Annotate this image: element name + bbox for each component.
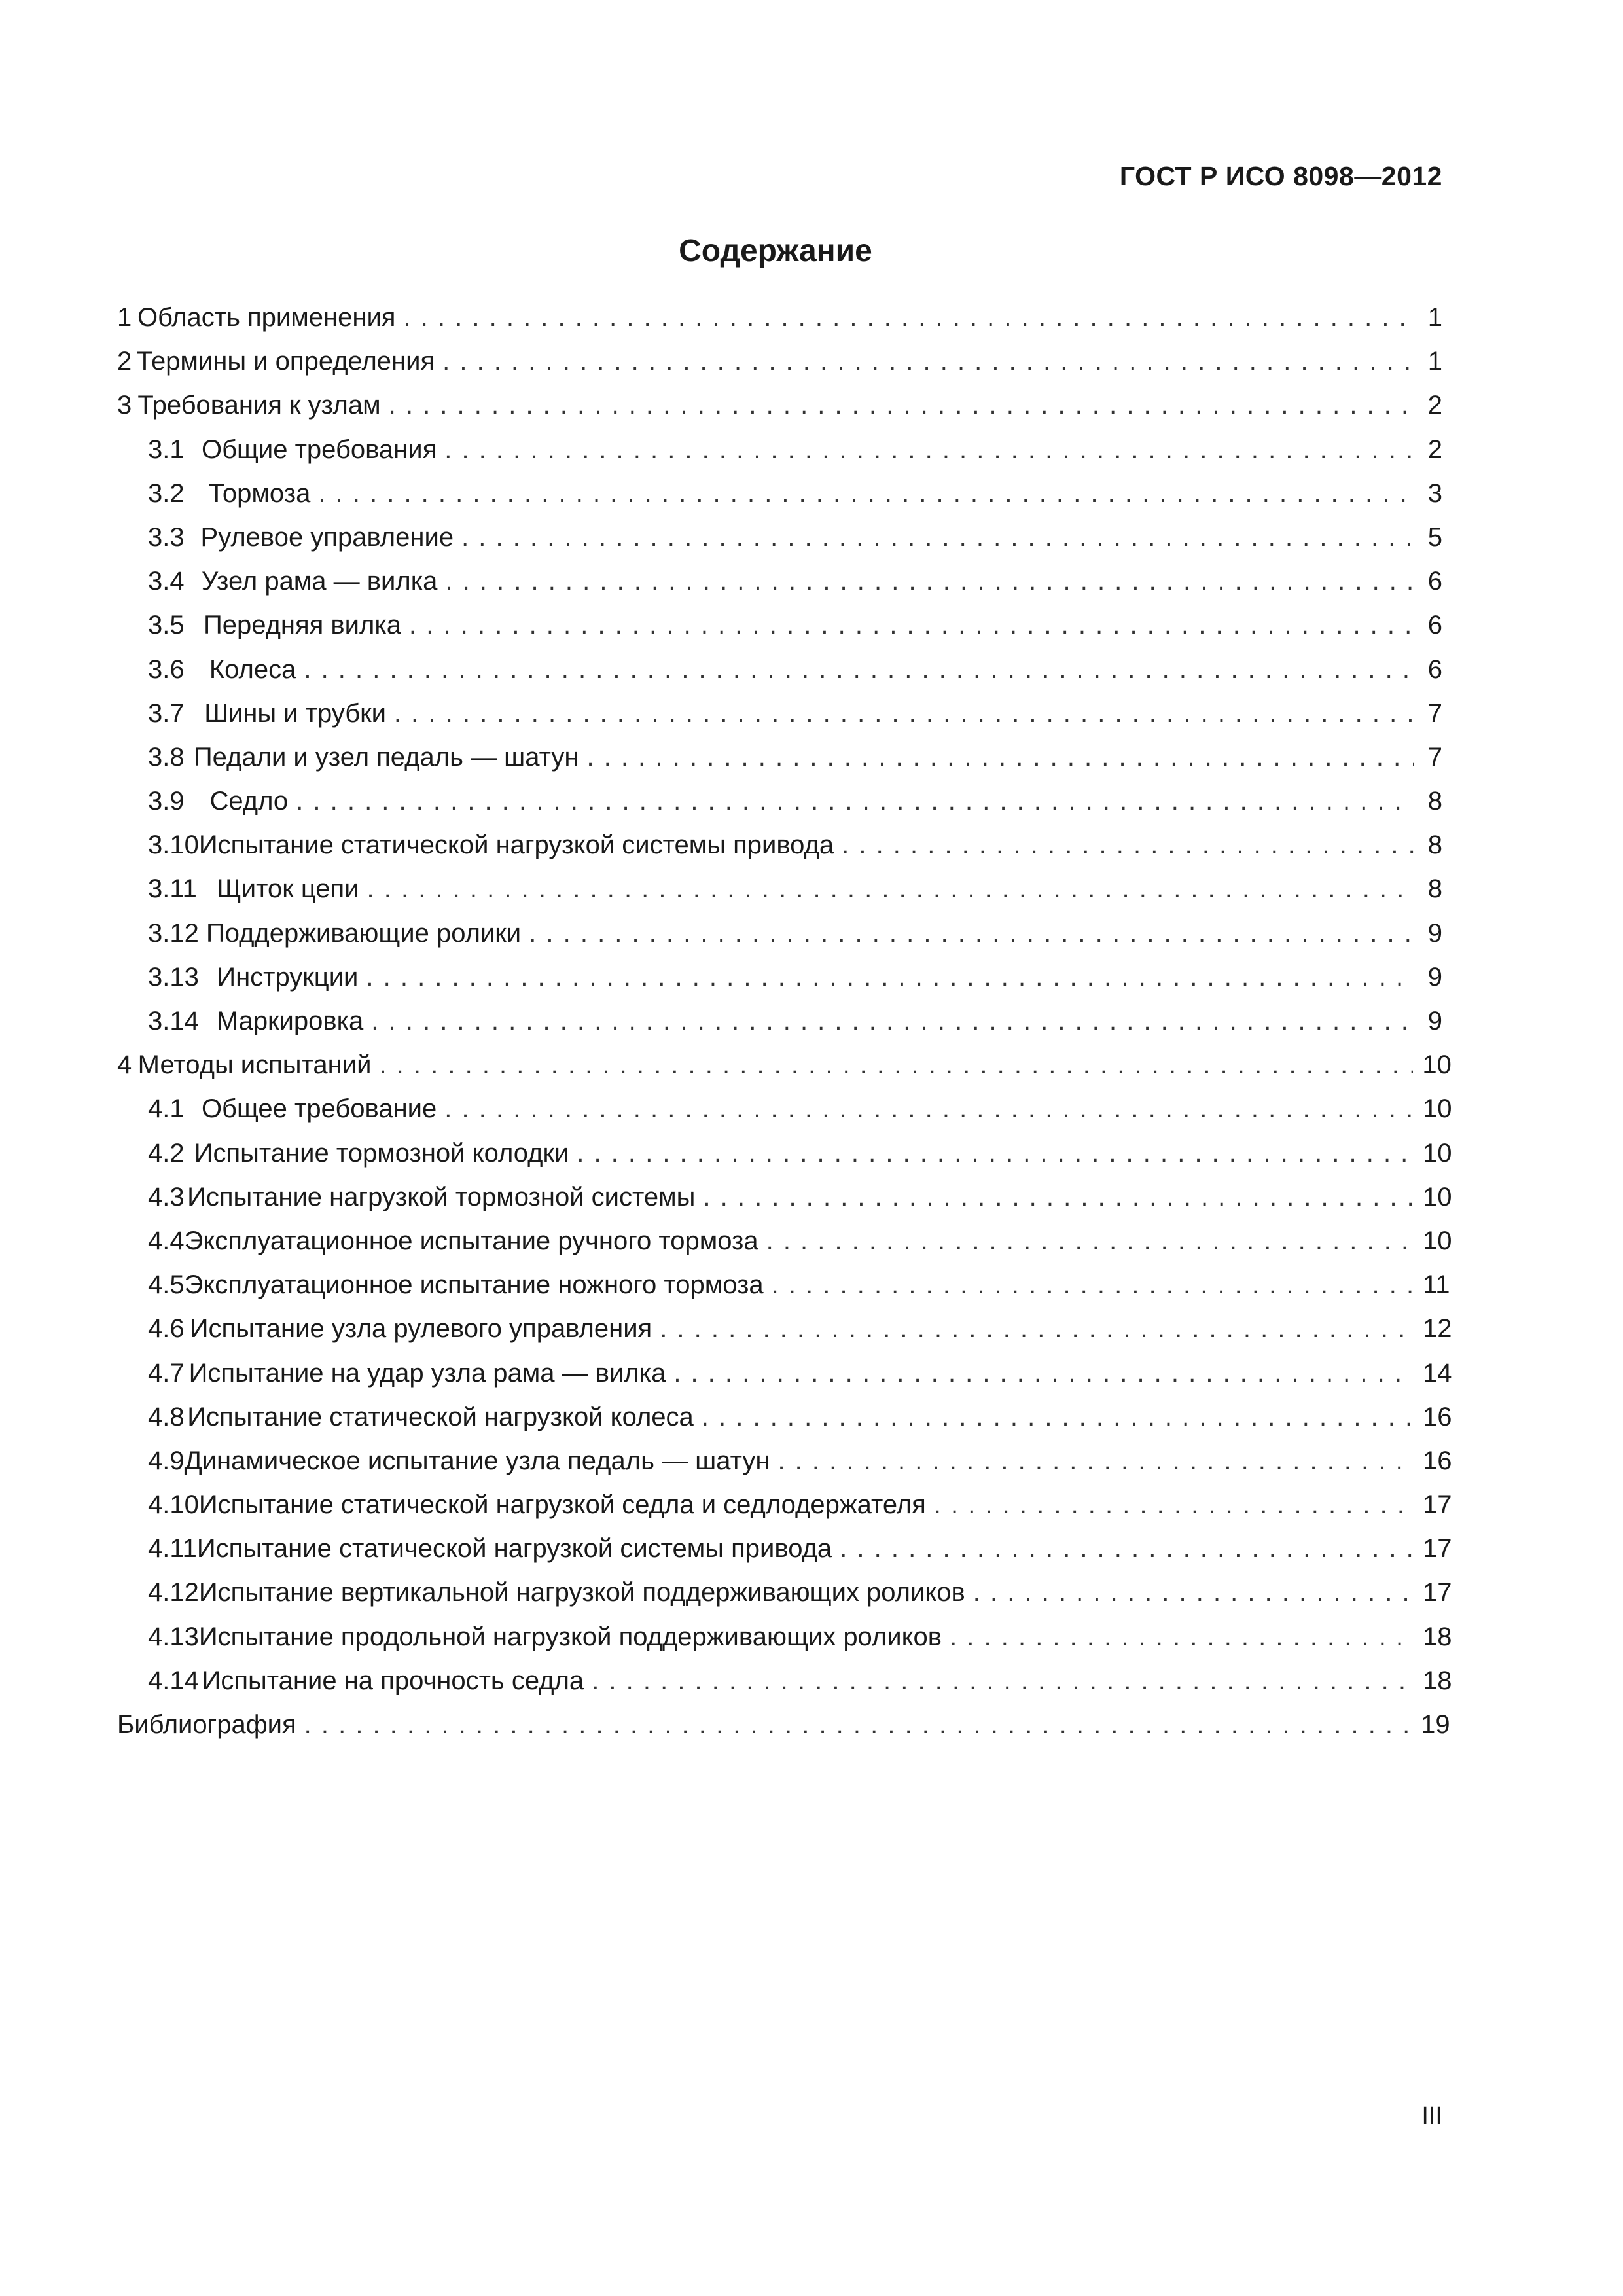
toc-entry-title: Испытание статической нагрузкой системы привода: [198, 831, 834, 860]
toc-entry[interactable]: [117, 1395, 1452, 1439]
toc-entry-page: 2: [1427, 435, 1442, 464]
toc-entry-page: 3: [1427, 478, 1442, 508]
toc-entry-title: Педали и узел педаль — шатун: [193, 742, 579, 772]
toc-entry-page: 2: [1427, 391, 1442, 420]
toc-entry-number: 4.11: [148, 1534, 197, 1564]
toc-entry[interactable]: [117, 1659, 1452, 1703]
toc-entry[interactable]: [117, 736, 1442, 780]
toc-entry[interactable]: [117, 1352, 1452, 1395]
toc-entry-title: Седло: [209, 787, 289, 816]
dot-leader: [366, 956, 1414, 999]
toc-entry-title: Общие требования: [201, 435, 437, 464]
dot-leader: [586, 736, 1414, 780]
toc-entry[interactable]: [117, 912, 1442, 956]
toc-entry-number: 1: [117, 303, 132, 332]
dot-leader: [840, 1527, 1414, 1571]
toc-entry-number: 4: [117, 1050, 132, 1080]
dot-leader: [529, 912, 1414, 956]
toc-entry-title: Эксплуатационное испытание ножного тормоза: [184, 1270, 764, 1300]
toc-entry-page: 9: [1427, 918, 1442, 948]
toc-entry[interactable]: [117, 692, 1442, 736]
toc-entry-number: 3.12: [148, 918, 199, 948]
toc-entry[interactable]: [117, 1263, 1450, 1307]
toc-entry-page: 17: [1423, 1578, 1452, 1607]
toc-entry-number: 4.12: [148, 1578, 199, 1607]
toc-entry-page: 6: [1427, 567, 1442, 596]
toc-entry[interactable]: [117, 1132, 1452, 1175]
dot-leader: [842, 823, 1414, 867]
toc-entry-page: 10: [1423, 1138, 1452, 1168]
dot-leader: [660, 1307, 1414, 1351]
toc-entry-page: 10: [1423, 1094, 1452, 1124]
toc-entry[interactable]: [117, 1307, 1452, 1351]
toc-entry-number: 2: [117, 347, 132, 376]
dot-leader: [934, 1483, 1414, 1527]
toc-entry-title: Эксплуатационное испытание ручного тормоза: [184, 1226, 758, 1255]
dot-leader: [577, 1132, 1414, 1175]
toc-entry-number: 4.10: [148, 1490, 199, 1520]
toc-entry-title: Испытание статической нагрузкой седла и седлодержателя: [198, 1490, 926, 1520]
toc-entry[interactable]: [117, 560, 1442, 603]
toc-entry-number: 4.9: [148, 1446, 185, 1475]
toc-entry-page: 7: [1427, 698, 1442, 728]
toc-entry[interactable]: [117, 1615, 1452, 1659]
toc-entry-page: 9: [1427, 962, 1442, 992]
toc-entry[interactable]: [117, 1087, 1452, 1131]
dot-leader: [592, 1659, 1414, 1703]
toc-entry-number: 3.5: [148, 611, 185, 640]
toc-entry-title: Библиография: [117, 1710, 296, 1739]
dot-leader: [766, 1219, 1414, 1263]
toc-entry-number: 3.14: [148, 1007, 199, 1035]
dot-leader: [409, 603, 1414, 647]
toc-entry-title: Методы испытаний: [137, 1050, 372, 1080]
dot-leader: [394, 692, 1414, 736]
dot-leader: [304, 1703, 1412, 1747]
toc-entry[interactable]: [117, 1175, 1452, 1219]
toc-entry-page: 16: [1423, 1446, 1452, 1475]
toc-entry-page: 19: [1421, 1710, 1450, 1739]
toc-entry-page: 17: [1423, 1490, 1452, 1520]
toc-entry-number: 4.5: [148, 1270, 185, 1300]
toc-entry-title: Колеса: [209, 655, 296, 684]
toc-entry[interactable]: [117, 1571, 1452, 1615]
toc-entry-title: Испытание на прочность седла: [202, 1666, 584, 1695]
toc-entry-page: 14: [1423, 1358, 1452, 1388]
toc-entry-number: 4.7: [148, 1358, 185, 1388]
dot-leader: [777, 1439, 1414, 1483]
toc-entry-number: 4.4: [148, 1226, 185, 1255]
toc-entry-number: 3.10: [148, 831, 199, 860]
toc-entry[interactable]: [117, 1043, 1452, 1087]
toc-entry-number: 3.7: [148, 698, 185, 728]
toc-entry-number: 4.3: [148, 1182, 185, 1211]
toc-entry-title: Маркировка: [216, 1007, 364, 1035]
toc-entry-title: Узел рама — вилка: [201, 567, 438, 596]
toc-entry-number: 4.14: [148, 1666, 199, 1695]
dot-leader: [973, 1571, 1414, 1615]
toc-entry-number: 3.1: [148, 435, 185, 464]
toc-entry-page: 17: [1423, 1534, 1452, 1564]
dot-leader: [702, 1395, 1414, 1439]
toc-entry-number: 3.8: [148, 742, 185, 772]
toc-entry[interactable]: [117, 472, 1442, 516]
table-of-contents: [117, 296, 1452, 1747]
toc-entry[interactable]: [117, 823, 1442, 867]
toc-entry-page: 12: [1423, 1314, 1452, 1344]
dot-leader: [772, 1263, 1414, 1307]
toc-entry-page: 18: [1423, 1666, 1452, 1695]
toc-entry-title: Испытание вертикальной нагрузкой поддерживающих роликов: [198, 1578, 965, 1607]
dot-leader: [461, 516, 1414, 560]
toc-entry-number: 3.9: [148, 787, 185, 816]
toc-entry[interactable]: [117, 867, 1442, 911]
toc-entry[interactable]: [117, 1439, 1452, 1483]
toc-entry-number: 3.4: [148, 567, 185, 596]
toc-entry-page: 1: [1427, 347, 1442, 376]
toc-entry-page: 8: [1427, 831, 1442, 860]
toc-entry[interactable]: [117, 999, 1442, 1043]
toc-entry-title: Передняя вилка: [203, 611, 401, 640]
toc-entry[interactable]: [117, 1219, 1452, 1263]
toc-entry-page: 10: [1422, 1050, 1452, 1080]
toc-entry-page: 10: [1423, 1182, 1452, 1211]
toc-entry-title: Требования к узлам: [137, 391, 381, 420]
toc-entry-number: 4.2: [148, 1138, 185, 1168]
toc-entry[interactable]: [117, 603, 1442, 647]
dot-leader: [403, 296, 1414, 340]
toc-entry-page: 9: [1427, 1007, 1442, 1035]
toc-entry-title: Общее требование: [201, 1094, 437, 1124]
toc-entry-page: 8: [1427, 787, 1442, 816]
dot-leader: [389, 384, 1414, 427]
toc-entry[interactable]: [117, 296, 1442, 340]
toc-entry-page: 11: [1423, 1270, 1450, 1300]
toc-entry[interactable]: [117, 1703, 1450, 1747]
toc-entry-number: 3.3: [148, 522, 185, 552]
toc-entry-page: 1: [1427, 303, 1442, 332]
toc-entry[interactable]: [117, 1483, 1452, 1527]
toc-entry-title: Тормоза: [208, 478, 311, 508]
toc-entry-page: 5: [1427, 522, 1442, 552]
dot-leader: [318, 472, 1414, 516]
toc-entry-title: Щиток цепи: [217, 874, 359, 904]
toc-entry-number: 4.1: [148, 1094, 185, 1124]
dot-leader: [367, 867, 1414, 911]
toc-entry-title: Инструкции: [217, 962, 359, 992]
document-code: ГОСТ Р ИСО 8098—2012: [1119, 161, 1442, 191]
toc-entry-title: Поддерживающие ролики: [205, 918, 522, 948]
toc-entry-number: 4.13: [148, 1622, 199, 1651]
toc-entry-page: 8: [1427, 874, 1442, 904]
toc-entry[interactable]: [117, 1527, 1452, 1571]
toc-entry-page: 6: [1427, 655, 1442, 684]
toc-entry-number: 3.11: [148, 874, 197, 904]
toc-entry-number: 3.2: [148, 478, 185, 508]
toc-entry-page: 10: [1423, 1226, 1452, 1255]
toc-entry-title: Шины и трубки: [204, 698, 386, 728]
dot-leader: [703, 1175, 1414, 1219]
toc-entry-page: 6: [1427, 611, 1442, 640]
toc-entry-title: Рулевое управление: [200, 522, 454, 552]
dot-leader: [444, 1087, 1414, 1131]
toc-entry[interactable]: [117, 428, 1442, 472]
toc-entry-number: 4.6: [148, 1314, 185, 1344]
toc-entry-title: Испытание узла рулевого управления: [189, 1314, 652, 1344]
toc-entry-title: Испытание статической нагрузкой системы привода: [196, 1534, 832, 1564]
toc-entry[interactable]: [117, 340, 1442, 384]
toc-entry-title: Испытание на удар узла рама — вилка: [188, 1358, 666, 1388]
dot-leader: [442, 340, 1414, 384]
dot-leader: [371, 999, 1414, 1043]
toc-entry-page: 18: [1423, 1622, 1452, 1651]
toc-entry-number: 3: [117, 391, 132, 420]
toc-entry[interactable]: [117, 516, 1442, 560]
toc-entry-title: Испытание статической нагрузкой колеса: [187, 1402, 694, 1431]
toc-entry-title: Область применения: [137, 303, 396, 332]
dot-leader: [673, 1352, 1414, 1395]
dot-leader: [950, 1615, 1414, 1659]
toc-entry-title: Динамическое испытание узла педаль — шатун: [184, 1446, 770, 1475]
toc-entry-page: 16: [1423, 1402, 1452, 1431]
toc-entry-title: Испытание продольной нагрузкой поддерживающих роликов: [198, 1622, 942, 1651]
toc-entry[interactable]: [117, 648, 1442, 692]
toc-entry[interactable]: [117, 956, 1442, 999]
toc-entry-title: Испытание тормозной колодки: [194, 1138, 569, 1168]
toc-title: Содержание: [679, 234, 872, 268]
toc-entry-title: Испытание нагрузкой тормозной системы: [187, 1182, 696, 1211]
toc-entry-number: 3.6: [148, 655, 185, 684]
toc-entry[interactable]: [117, 384, 1442, 427]
toc-entry-number: 4.8: [148, 1402, 185, 1431]
dot-leader: [379, 1043, 1413, 1087]
dot-leader: [304, 648, 1414, 692]
page-number: III: [1421, 2102, 1442, 2130]
dot-leader: [444, 428, 1414, 472]
dot-leader: [296, 780, 1414, 823]
toc-entry-title: Термины и определения: [136, 347, 435, 376]
toc-entry-page: 7: [1427, 742, 1442, 772]
toc-entry[interactable]: [117, 780, 1442, 823]
toc-entry-number: 3.13: [148, 962, 199, 992]
dot-leader: [445, 560, 1414, 603]
